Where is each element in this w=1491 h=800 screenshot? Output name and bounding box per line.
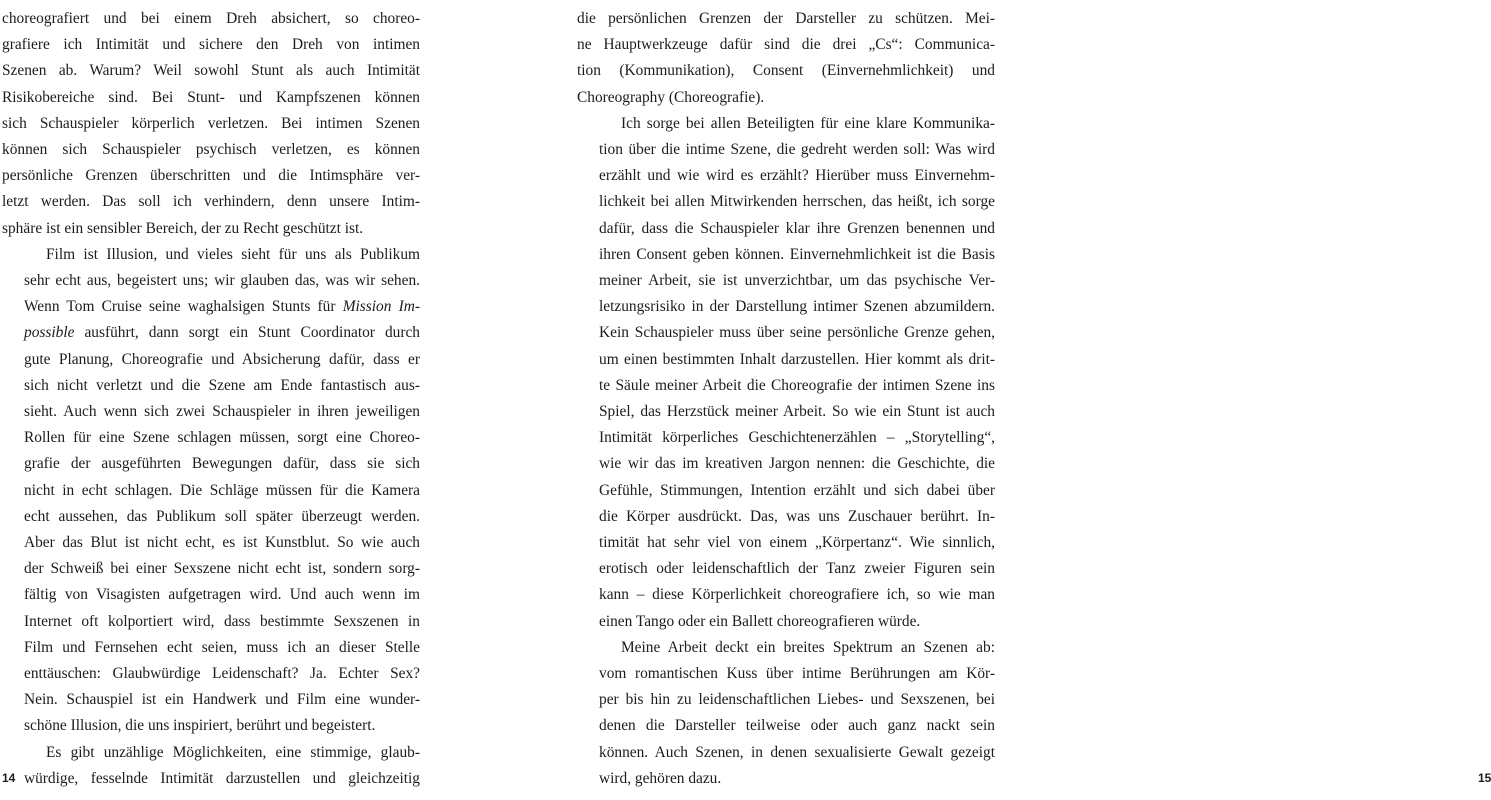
text-line: sich nicht verletzt und die Szene am Ende fantastisch aus-	[24, 376, 420, 394]
text-line: grafiere ich Intimität und sichere den Dreh von intimen	[2, 36, 420, 54]
text-line: lichkeit bei allen Mitwirkenden herrschen, das heißt, ich sorge	[599, 193, 995, 211]
text-line: enttäuschen: Glaubwürdige Leidenschaft? Ja. Echter Sex?	[24, 665, 420, 683]
left-text-column	[2, 6, 420, 792]
text-line: einen Tango oder ein Ballett choreografieren würde.	[599, 612, 921, 630]
text-line: Gefühle, Stimmungen, Intention erzählt und sich dabei über	[599, 481, 995, 499]
text-line: sphäre ist ein sensibler Bereich, der zu Recht geschützt ist.	[2, 219, 364, 237]
text-line: Intimität körperliches Geschichtenerzählen – „Storytelling“,	[599, 429, 995, 447]
text-line: grafie der ausgeführten Bewegungen dafür, dass sie sich	[24, 455, 420, 473]
text-line: würdige, fesselnde Intimität darzustellen und gleichzeitig	[24, 769, 420, 787]
text-line: Spiel, das Herzstück meiner Arbeit. So wie ein Stunt ist auch	[599, 403, 995, 421]
paragraph	[577, 635, 995, 792]
text-line: gute Planung, Choreografie und Absicherung dafür, dass er	[24, 350, 420, 368]
text-line: Internet oft kolportiert wird, dass bestimmte Sexszenen in	[24, 612, 420, 630]
text-line: choreografiert und bei einem Dreh absichert, so choreo-	[2, 10, 420, 27]
text-line: Szenen ab. Warum? Weil sowohl Stunt als auch Intimität	[2, 62, 420, 80]
text-line: ne Hauptwerkzeuge dafür sind die drei „Cs“: Communica-	[577, 36, 995, 54]
text-line: erotisch oder leidenschaftlich der Tanz zweier Figuren sein	[599, 560, 995, 578]
text-line: Es gibt unzählige Möglichkeiten, eine stimmige, glaub-	[46, 743, 420, 761]
text-line: Film und Fernsehen echt seien, muss ich an dieser Stelle	[24, 638, 420, 656]
text-line: timität hat sehr viel von einem „Körpertanz“. Wie sinnlich,	[599, 534, 995, 552]
text-line: possible ausführt, dann sorgt ein Stunt Coordinator durch	[24, 324, 420, 342]
text-line: te Säule meiner Arbeit die Choreografie der intimen Szene ins	[599, 376, 995, 394]
text-line: Film ist Illusion, und vieles sieht für uns als Publikum	[46, 245, 420, 263]
right-text-column	[577, 6, 995, 792]
text-line: Choreography (Choreografie).	[577, 88, 765, 106]
text-line: der Schweiß bei einer Sexszene nicht echt ist, sondern sorg-	[24, 560, 420, 578]
text-line: sehr echt aus, begeistert uns; wir glauben das, was wir sehen.	[24, 272, 420, 290]
text-line: sich Schauspieler körperlich verletzen. Bei intimen Szenen	[2, 114, 420, 132]
text-line: ihren Consent geben können. Einvernehmlichkeit ist die Basis	[599, 245, 995, 263]
text-line: Meine Arbeit deckt ein breites Spektrum an Szenen ab:	[621, 638, 995, 656]
text-line: Kein Schauspieler muss über seine persönliche Grenze gehen,	[599, 324, 995, 342]
paragraph	[577, 6, 995, 111]
text-line: Risikobereiche sind. Bei Stunt- und Kampfszenen können	[2, 88, 420, 106]
text-line: Ich sorge bei allen Beteiligten für eine klare Kommunika-	[621, 114, 995, 132]
text-line: fältig von Visagisten aufgetragen wird. Und auch wenn im	[24, 586, 420, 604]
paragraph	[577, 111, 995, 635]
text-line: die Körper ausdrückt. Das, was uns Zuschauer berührt. In-	[599, 507, 995, 525]
text-line: Wenn Tom Cruise seine waghalsigen Stunts für Mission Im-	[24, 298, 420, 316]
text-line: echt aussehen, das Publikum soll später überzeugt werden.	[24, 507, 420, 525]
left-page	[0, 0, 500, 800]
text-line: sieht. Auch wenn sich zwei Schauspieler in ihren jeweiligen	[24, 403, 420, 421]
text-line: persönliche Grenzen überschritten und die Intimsphäre ver-	[2, 167, 420, 185]
text-line: tion über die intime Szene, die gedreht werden soll: Was wird	[599, 141, 995, 159]
text-line: letzt werden. Das soll ich verhindern, denn unsere Intim-	[2, 193, 420, 211]
text-line: kann – diese Körperlichkeit choreografiere ich, so wie man	[599, 586, 995, 604]
text-line: letzungsrisiko in der Darstellung intimer Szenen abzumildern.	[599, 298, 995, 316]
text-line: können. Auch Szenen, in denen sexualisierte Gewalt gezeigt	[599, 743, 995, 761]
text-line: Aber das Blut ist nicht echt, es ist Kunstblut. So wie auch	[24, 534, 420, 552]
paragraph	[2, 6, 420, 242]
text-line: wird, gehören dazu.	[599, 769, 722, 787]
text-line: vom romantischen Kuss über intime Berührungen am Kör-	[599, 665, 995, 683]
text-line: die persönlichen Grenzen der Darsteller zu schützen. Mei-	[577, 10, 995, 27]
page-number-left: 14	[2, 771, 16, 785]
text-line: tion (Kommunikation), Consent (Einvernehmlichkeit) und	[577, 62, 995, 80]
text-line: schöne Illusion, die uns inspiriert, berührt und begeistert.	[24, 717, 376, 735]
text-line: denen die Darsteller teilweise oder auch ganz nackt sein	[599, 717, 995, 735]
text-line: nicht in echt schlagen. Die Schläge müssen für die Kamera	[24, 481, 420, 499]
text-line: dafür, dass die Schauspieler klar ihre Grenzen benennen und	[599, 219, 995, 237]
paragraph	[2, 242, 420, 740]
text-line: können sich Schauspieler psychisch verletzen, es können	[2, 141, 420, 159]
text-line: um einen bestimmten Inhalt darzustellen. Hier kommt als drit-	[599, 350, 995, 368]
text-line: meiner Arbeit, sie ist unverzichtbar, um das psychische Ver-	[599, 272, 995, 290]
page-number-right: 15	[1478, 771, 1491, 785]
paragraph	[2, 740, 420, 792]
text-line: wie wir das im kreativen Jargon nennen: die Geschichte, die	[599, 455, 995, 473]
text-line: per bis hin zu leidenschaftlichen Liebes- und Sexszenen, bei	[599, 691, 995, 709]
text-line: Nein. Schauspiel ist ein Handwerk und Film eine wunder-	[24, 691, 420, 709]
text-line: erzählt und wie wird es erzählt? Hierüber muss Einvernehm-	[599, 167, 995, 185]
text-line: Rollen für eine Szene schlagen müssen, sorgt eine Choreo-	[24, 429, 420, 447]
